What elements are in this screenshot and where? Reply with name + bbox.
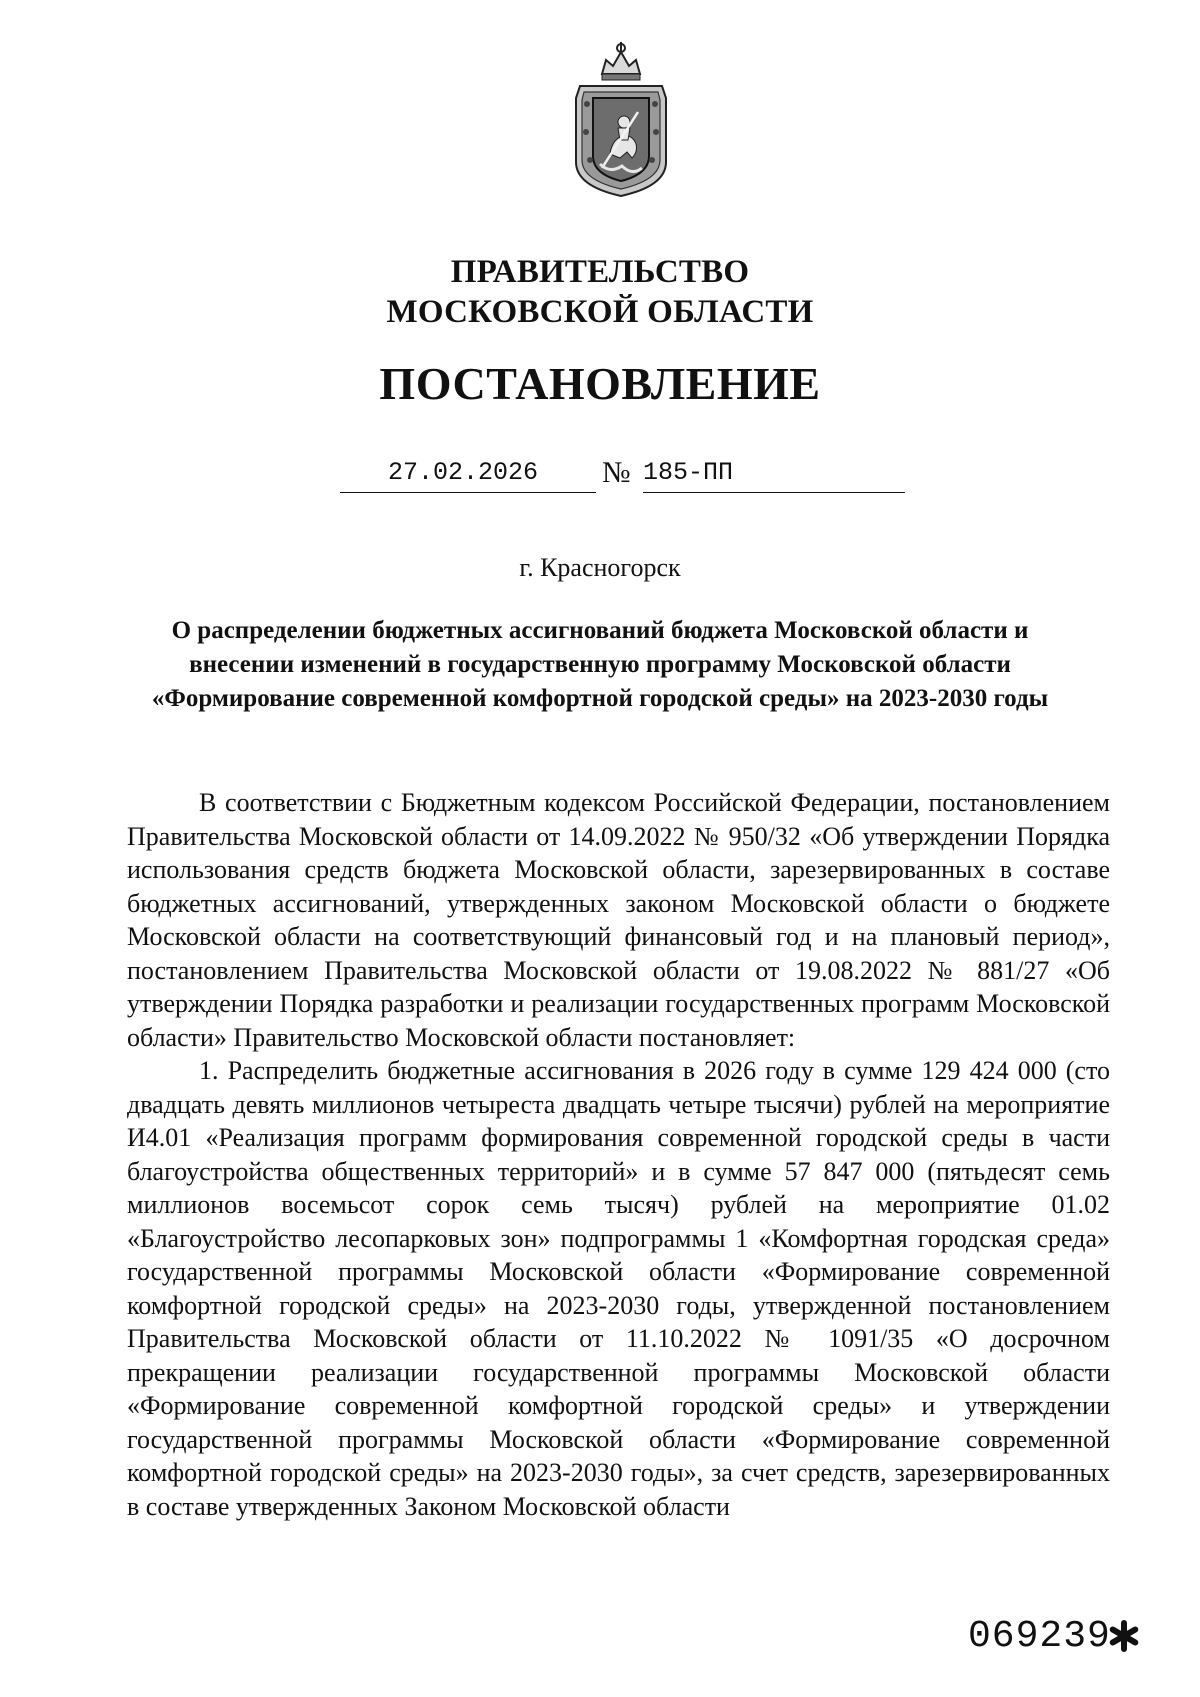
asterisk-icon — [1108, 1620, 1140, 1652]
document-type-heading: ПОСТАНОВЛЕНИЕ — [379, 358, 821, 409]
issuer-line-2: МОСКОВСКОЙ ОБЛАСТИ — [386, 294, 814, 330]
issuer-line-1: ПРАВИТЕЛЬСТВО — [450, 254, 750, 290]
number-sign: № — [602, 456, 631, 489]
preamble-paragraph: В соответствии с Бюджетным кодексом Российской Федерации, постановлением Правительства Московской области от 14.09.2022 № 950/32 «Об утверждении Порядка использования средств бюджета Московской области, зарезервированных в составе бюджетных ассигнований, утвержденных законом Московской области о бюджете Московской области на соответствующий финансовый год и на плановый период», постановлением Правительства Московской области от 19.08.2022 № 881/27 «Об утверждении Порядка разработки и реализации государственных программ Московской области» Правительство Московской области постановляет: — [127, 788, 1110, 1052]
date-value: 27.02.2026 — [388, 458, 539, 487]
document-title: О распределении бюджетных ассигнований бюджета Московской области и внесении изменений в государственную программу Московской области «Формирование современной комфортной городской среды» на 2023-2030 годы — [151, 617, 1049, 712]
clause-paragraph: 1. Распределить бюджетные ассигнования в 2026 году в сумме 129 424 000 (сто двадцать девять миллионов четыреста двадцать четыре тысячи) рублей на мероприятие И4.01 «Реализация программ формирования современной городской среды в части благоустройства общественных территорий» и в сумме 57 847 000 (пятьдесят семь миллионов восемьсот сорок семь тысяч) рублей на мероприятие 01.02 «Благоустройство лесопарковых зон» подпрограммы 1 «Комфортная городская среда» государственной программы Московской области «Формирование современной комфортной городской среды» на 2023-2030 годы, утвержденной постановлением Правительства Московской области от 11.10.2022 № 1091/35 «О досрочном прекращении реализации государственной программы Московской области «Формирование современной комфортной городской среды» и утверждении государственной программы Московской области «Формирование современной комфортной городской среды» на 2023-2030 годы», за счет средств, зарезервированных в составе утвержденных Законом Московской области — [127, 1056, 1110, 1521]
document-number: 185-ПП — [643, 458, 734, 487]
number-field — [643, 458, 905, 493]
document-body — [127, 786, 1110, 1523]
city: г. Красногорск — [519, 553, 681, 582]
coat-of-arms-emblem — [566, 40, 676, 200]
form-serial-number: 069239 — [968, 1615, 1111, 1658]
date-field — [340, 458, 596, 493]
